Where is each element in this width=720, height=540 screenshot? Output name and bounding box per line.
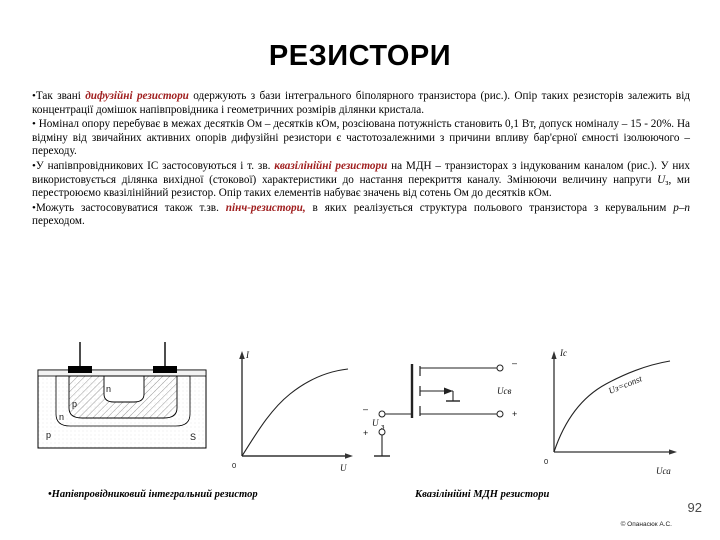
figure-output-characteristic (524, 336, 700, 482)
bullet-paragraph-2 (32, 118, 690, 159)
region-label-p-inner: p (72, 399, 78, 409)
iu-x-axis-label: U (340, 463, 347, 473)
p3-variable-subscript: з (665, 177, 669, 187)
p4-emphasis: пінч-резистори, (225, 201, 306, 214)
ic-origin-label: 0 (544, 457, 549, 466)
page-title: РЕЗИСТОРИ (268, 40, 452, 72)
p3-mid: на МДН – транзисторах з індукованим каналом (рис.). У них використовується ділянка вихідної (стокової) характеристики до настання перекриття каналу. Змінюючи величину напруги (32, 159, 690, 186)
circuit-gate-voltage-subscript: з (381, 422, 385, 431)
ic-y-axis-label: Ic (560, 348, 567, 358)
bullet-paragraph-3 (32, 160, 690, 201)
iu-y-axis-label: I (246, 350, 249, 360)
page-number: 92 (687, 500, 702, 515)
p4-variable: p–n (673, 201, 690, 214)
p4-rest: переходом. (32, 215, 85, 228)
bullet-marker: • (32, 159, 36, 172)
region-label-n-well: n (59, 412, 65, 422)
p3-variable: U (657, 173, 666, 186)
bullet-paragraph-4 (32, 202, 690, 229)
circuit-minus-left: – (363, 404, 369, 414)
p2-text: Номінал опору перебуває в межах десятків Ом – десятків кОм, розсіювана потужність становить 0,1 Вт, допуск номіналу – 15 - 20%. На відміну від звичайних активних опорів дифузійні резистори є частотозалежними з причини впливу бар'єрної ємності ізолюючого – переходу. (32, 118, 690, 158)
p4-lead: Можуть застосовуватися також т.зв. (35, 201, 226, 214)
ic-curve-annotation: Uз=const (607, 373, 644, 396)
p4-mid: в яких реалізується структура польового транзистора з керувальним (305, 201, 674, 214)
figure-semiconductor-cross-section (34, 342, 210, 472)
p3-emphasis: квазілінійні резистори (274, 159, 388, 172)
caption-left: •Напівпровідниковий інтегральний резистор (48, 489, 258, 500)
region-label-p-substrate: p (46, 430, 52, 440)
p3-lead: У напівпровідникових ІС застосовуються і т. зв. (35, 159, 275, 172)
figure-iu-characteristic (222, 338, 354, 478)
iu-origin-label: 0 (232, 461, 237, 470)
region-label-s: S (190, 432, 197, 442)
bullet-marker: • (32, 201, 36, 214)
p1-emphasis: дифузійні резистори (85, 90, 189, 102)
circuit-plus-left: + (363, 428, 369, 438)
p1-rest: одержують з бази інтегрального біполярного транзистора (рис.). Опір таких резисторів залежить від концентрації домішок напівпровідника і геометричних розмірів ділянки кристала. (32, 90, 691, 116)
circuit-gate-voltage-label: U (372, 418, 379, 428)
bullet-paragraph-1 (32, 90, 690, 117)
circuit-minus-top: – (512, 358, 518, 368)
copyright-notice: © Опанасюк А.С. (620, 521, 672, 528)
figures-strip (0, 332, 720, 490)
caption-right: Квазілінійні МДН резистори (415, 489, 550, 500)
bullet-marker: • (32, 118, 36, 131)
figure-mos-circuit (358, 346, 526, 476)
slide-body-text (32, 90, 690, 230)
region-label-n-inner: n (106, 384, 112, 394)
bullet-marker: • (32, 90, 36, 102)
p1-lead: Так звані (35, 90, 86, 102)
ic-x-axis-label: Uса (656, 466, 671, 476)
circuit-drain-source-label: Uсв (497, 386, 512, 396)
p3-rest: , ми перестроюємо квазілінійний резистор. Опір таких елементів набуває значень від сотень Ом до десятків кОм. (32, 173, 690, 200)
circuit-plus-bottom: + (512, 409, 518, 419)
